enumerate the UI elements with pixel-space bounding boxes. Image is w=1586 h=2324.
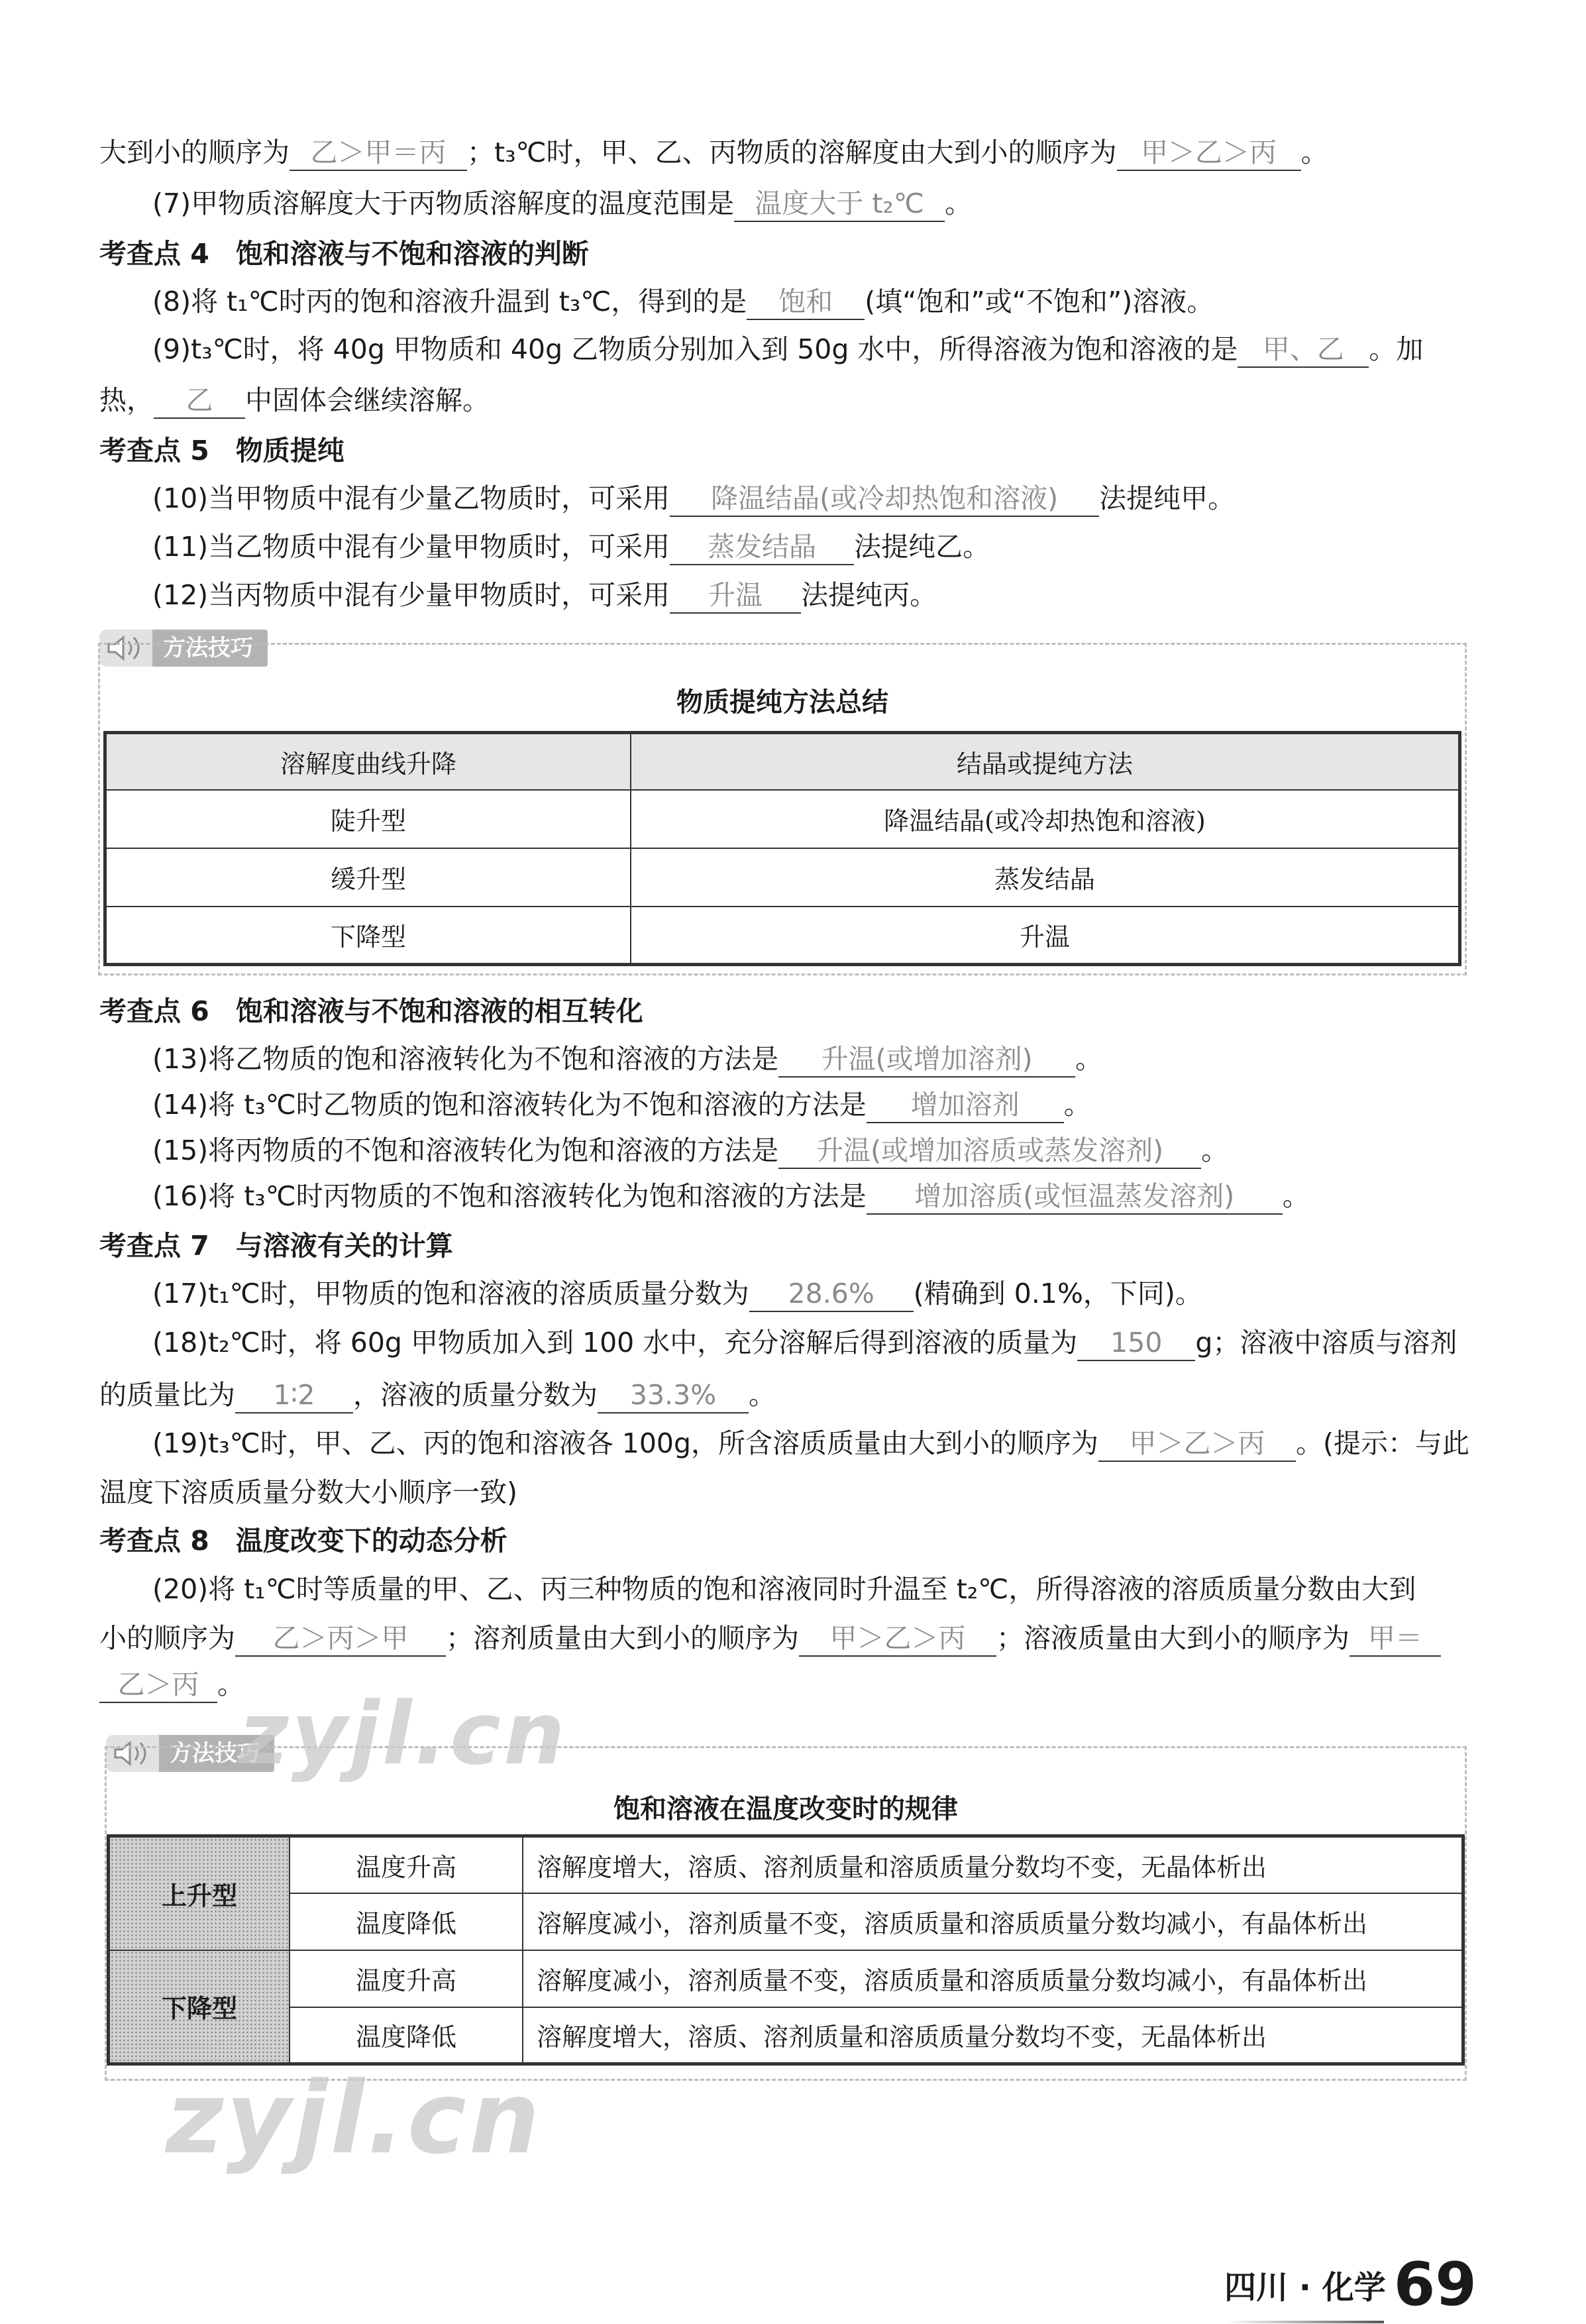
answer-blank[interactable]: 饱和 [747, 284, 865, 320]
question-7: (7)甲物质溶解度大于丙物质溶解度的温度范围是 温度大于 t₂℃ 。 [152, 184, 972, 223]
question-14: (14)将 t₃℃时乙物质的饱和溶液转化为不饱和溶液的方法是 增加溶剂 。 [152, 1085, 1091, 1125]
purification-method-table [103, 731, 1461, 966]
question-19: (19)t₃℃时，甲、乙、丙的饱和溶液各 100g，所含溶质质量由大到小的顺序为 甲＞乙＞丙 。(提示：与此 [152, 1423, 1469, 1463]
answer-blank[interactable]: 乙＞丙 [99, 1667, 217, 1703]
answer-blank[interactable]: 甲＞乙＞丙 [1117, 135, 1301, 171]
section-heading-7: 考查点 7 与溶液有关的计算 [99, 1230, 453, 1262]
question-17: (17)t₁℃时，甲物质的饱和溶液的溶质质量分数为 28.6% (精确到 0.1%，下同)。 [152, 1274, 1202, 1313]
question-9: (9)t₃℃时，将 40g 甲物质和 40g 乙物质分别加入到 50g 水中，所得溶液为饱和溶液的是 甲、乙 。加 [152, 329, 1423, 369]
page-number: 69 [1393, 2250, 1477, 2319]
question-9-continued: 热， 乙 中固体会继续溶解。 [99, 380, 490, 420]
page-footer [1224, 2250, 1477, 2319]
answer-blank[interactable]: 甲＞乙＞丙 [1098, 1426, 1296, 1462]
line-order-continued: 大到小的顺序为 乙＞甲＝丙 ；t₃℃时，甲、乙、丙物质的溶解度由大到小的顺序为 甲＞乙＞丙 。 [99, 133, 1328, 172]
table-row: 缓升型 蒸发结晶 [105, 848, 1460, 907]
answer-blank[interactable]: 蒸发结晶 [670, 529, 854, 565]
answer-blank[interactable]: 降温结晶(或冷却热饱和溶液) [670, 481, 1099, 517]
table-header: 结晶或提纯方法 [631, 733, 1460, 790]
answer-blank[interactable]: 增加溶质(或恒温蒸发溶剂) [867, 1179, 1283, 1215]
question-13: (13)将乙物质的饱和溶液转化为不饱和溶液的方法是 升温(或增加溶剂) 。 [152, 1039, 1102, 1079]
question-20: (20)将 t₁℃时等质量的甲、乙、丙三种物质的饱和溶液同时升温至 t₂℃，所得溶液的溶质质量分数由大到 [152, 1573, 1416, 1605]
method-tip-box-purification [98, 643, 1467, 975]
answer-blank[interactable]: 升温 [670, 578, 801, 614]
tip-box-title: 饱和溶液在温度改变时的规律 [613, 1794, 958, 1824]
section-heading-8: 考查点 8 温度改变下的动态分析 [99, 1525, 507, 1557]
question-19-continued: 温度下溶质质量分数大小顺序一致) [99, 1476, 517, 1508]
answer-blank[interactable]: 甲＞乙＞丙 [799, 1621, 996, 1657]
section-heading-6: 考查点 6 饱和溶液与不饱和溶液的相互转化 [99, 995, 643, 1027]
question-15: (15)将丙物质的不饱和溶液转化为饱和溶液的方法是 升温(或增加溶质或蒸发溶剂) 。 [152, 1131, 1228, 1170]
answer-blank[interactable]: 150 [1077, 1325, 1195, 1361]
group-label: 下降型 [109, 1950, 290, 2064]
section-heading-4: 考查点 4 饱和溶液与不饱和溶液的判断 [99, 238, 589, 270]
table-row: 上升型 温度升高 溶解度增大，溶质、溶剂质量和溶质质量分数均不变，无晶体析出 [109, 1836, 1463, 1893]
answer-blank[interactable]: 28.6% [749, 1276, 914, 1312]
question-20-continued: 小的顺序为 乙＞丙＞甲 ；溶剂质量由大到小的顺序为 甲＞乙＞丙 ；溶液质量由大到小的顺序为 甲＝ [99, 1618, 1441, 1658]
answer-blank[interactable]: 升温(或增加溶质或蒸发溶剂) [778, 1133, 1201, 1169]
table-row: 温度降低 溶解度减小，溶剂质量不变，溶质质量和溶质质量分数均减小，有晶体析出 [109, 1893, 1463, 1950]
answer-blank[interactable]: 甲、乙 [1238, 332, 1369, 368]
question-10: (10)当甲物质中混有少量乙物质时，可采用 降温结晶(或冷却热饱和溶液) 法提纯甲。 [152, 478, 1235, 518]
question-8: (8)将 t₁℃时丙的饱和溶液升温到 t₃℃，得到的是 饱和 (填“饱和”或“不饱和”)溶液。 [152, 282, 1214, 321]
table-header: 溶解度曲线升降 [105, 733, 631, 790]
method-tip-badge: 方法技巧 [106, 1735, 274, 1772]
table-row: 陡升型 降温结晶(或冷却热饱和溶液) [105, 790, 1460, 848]
question-18: (18)t₂℃时，将 60g 甲物质加入到 100 水中，充分溶解后得到溶液的质量为 150 g；溶液中溶质与溶剂 [152, 1323, 1457, 1362]
answer-blank[interactable]: 甲＝ [1349, 1621, 1441, 1657]
table-row: 下降型 温度升高 溶解度减小，溶剂质量不变，溶质质量和溶质质量分数均减小，有晶体析出 [109, 1950, 1463, 2007]
tip-box-title: 物质提纯方法总结 [676, 687, 888, 718]
answer-blank[interactable]: 1∶2 [235, 1378, 353, 1413]
question-16: (16)将 t₃℃时丙物质的不饱和溶液转化为饱和溶液的方法是 增加溶质(或恒温蒸发溶剂) 。 [152, 1176, 1310, 1216]
footer-subject: 四川 · 化学 [1224, 2269, 1386, 2306]
answer-blank[interactable]: 乙 [154, 383, 245, 419]
answer-blank[interactable]: 温度大于 t₂℃ [734, 186, 945, 222]
question-20-answer-wrap: 乙＞丙 。 [99, 1665, 244, 1704]
watermark: zyjl.cn [238, 1683, 568, 1784]
answer-blank[interactable]: 33.3% [598, 1378, 749, 1413]
answer-blank[interactable]: 乙＞丙＞甲 [235, 1621, 446, 1657]
temperature-rule-table [107, 1834, 1465, 2066]
footer-rule [1225, 2321, 1384, 2323]
method-tip-badge: 方法技巧 [99, 630, 268, 667]
answer-blank[interactable]: 升温(或增加溶剂) [778, 1042, 1075, 1078]
section-heading-5: 考查点 5 物质提纯 [99, 435, 344, 467]
question-18-continued: 的质量比为 1∶2 ，溶液的质量分数为 33.3% 。 [99, 1375, 776, 1415]
method-tip-box-temperature [105, 1746, 1467, 2081]
question-11: (11)当乙物质中混有少量甲物质时，可采用 蒸发结晶 法提纯乙。 [152, 527, 990, 567]
watermark: zyjl.cn [166, 2061, 543, 2176]
table-row: 下降型 升温 [105, 907, 1460, 965]
answer-blank[interactable]: 乙＞甲＝丙 [290, 135, 467, 171]
table-row: 温度降低 溶解度增大，溶质、溶剂质量和溶质质量分数均不变，无晶体析出 [109, 2007, 1463, 2064]
group-label: 上升型 [109, 1836, 290, 1950]
question-12: (12)当丙物质中混有少量甲物质时，可采用 升温 法提纯丙。 [152, 575, 937, 615]
answer-blank[interactable]: 增加溶剂 [867, 1087, 1064, 1123]
